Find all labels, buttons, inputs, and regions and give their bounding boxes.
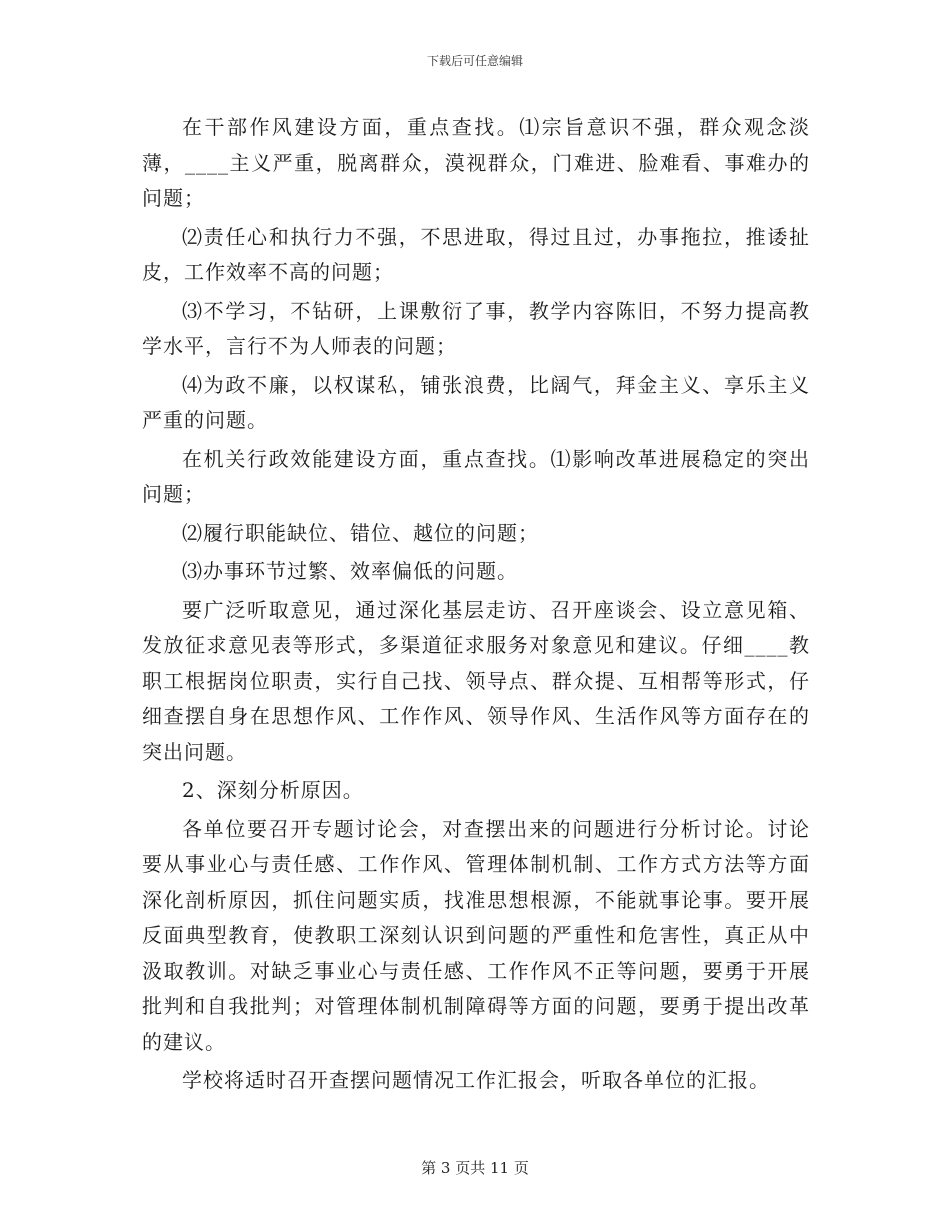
paragraph: 在干部作风建设方面，重点查找。⑴宗旨意识不强，群众观念淡薄，____主义严重，脱离群众，漠视群众，门难进、脸难看、事难办的问题；: [142, 115, 810, 210]
paragraph: 在机关行政效能建设方面，重点查找。⑴影响改革进展稳定的突出问题；: [142, 446, 810, 506]
section-heading: 2、深刻分析原因。: [182, 778, 364, 802]
document-body: [142, 110, 810, 1102]
paragraph: ⑵履行职能缺位、错位、越位的问题；: [182, 520, 539, 545]
paragraph: 各单位要召开专题讨论会，对查摆出来的问题进行分析讨论。讨论要从事业心与责任感、工作作风、管理体制机制、工作方式方法等方面深化剖析原因，抓住问题实质，找准思想根源，不能就事论事。要开展反面典型教育，使教职工深刻认识到问题的严重性和危害性，真正从中汲取教训。对缺乏事业心与责任感、工作作风不正等问题，要勇于开展批判和自我批判；对管理体制机制障碍等方面的问题，要勇于提出改革的建议。: [142, 816, 810, 1054]
paragraph: ⑵责任心和执行力不强，不思进取，得过且过，办事拖拉，推诿扯皮，工作效率不高的问题；: [142, 224, 810, 284]
paragraph: 学校将适时召开查摆问题情况工作汇报会，听取各单位的汇报。: [182, 1068, 770, 1092]
paragraph: ⑶不学习，不钻研，上课敷衍了事，教学内容陈旧，不努力提高教学水平，言行不为人师表的问题；: [142, 298, 810, 358]
paragraph: 要广泛听取意见，通过深化基层走访、召开座谈会、设立意见箱、发放征求意见表等形式，多渠道征求服务对象意见和建议。仔细____教职工根据岗位职责，实行自己找、领导点、群众提、互相帮等形式，仔细查摆自身在思想作风、工作作风、领导作风、生活作风等方面存在的突出问题。: [142, 597, 810, 764]
paragraph: ⑶办事环节过繁、效率偏低的问题。: [182, 559, 518, 583]
paragraph: ⑷为政不廉，以权谋私，铺张浪费，比阔气，拜金主义、享乐主义严重的问题。: [142, 372, 810, 432]
page-number: 第 3 页共 11 页: [421, 1159, 529, 1177]
page-header: 下载后可任意编辑: [426, 54, 523, 68]
